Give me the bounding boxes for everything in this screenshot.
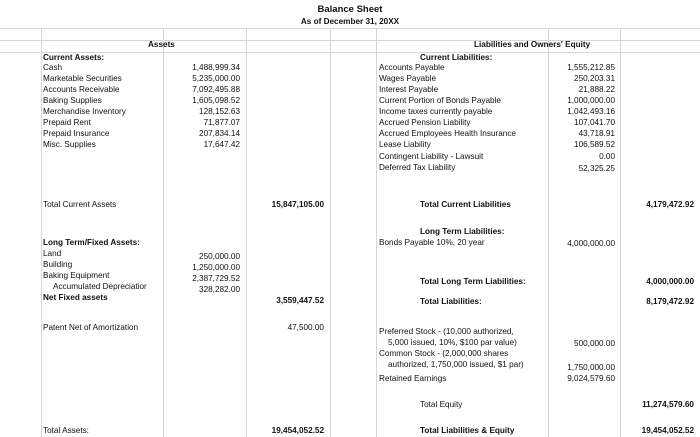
- liability-value: 1,555,212.85: [567, 63, 615, 72]
- gridline: [0, 52, 700, 53]
- total-assets-value: 19,454,052.52: [271, 426, 324, 435]
- bonds-payable-value: 4,000,000.00: [567, 239, 615, 248]
- asset-label: Accounts Receivable: [43, 85, 120, 94]
- fixed-asset-label: Building: [43, 260, 73, 269]
- assets-heading: Assets: [148, 40, 175, 49]
- liability-value: 21,888.22: [578, 85, 615, 94]
- liability-label: Interest Payable: [379, 85, 439, 94]
- fixed-asset-value: 328,282.00: [199, 285, 240, 294]
- liability-label: Accounts Payable: [379, 63, 445, 72]
- fixed-asset-value: 1,250,000.00: [192, 263, 240, 272]
- fixed-asset-value: 2,387,729.52: [192, 274, 240, 283]
- bonds-payable-label: Bonds Payable 10%, 20 year: [379, 238, 485, 247]
- gridline: [0, 40, 700, 41]
- gridline: [620, 28, 621, 437]
- fixed-asset-label: Baking Equipment: [43, 271, 110, 280]
- total-current-liabilities-label: Total Current Liabilities: [420, 200, 511, 209]
- asset-value: 1,605,098.52: [192, 96, 240, 105]
- gridline: [41, 28, 42, 437]
- common-stock-label: authorized, 1,750,000 issued, $1 par): [388, 360, 524, 369]
- asset-value: 17,647.42: [203, 140, 240, 149]
- total-long-term-liabilities-value: 4,000,000.00: [646, 277, 694, 286]
- liability-value: 1,000,000.00: [567, 96, 615, 105]
- net-fixed-assets-label: Net Fixed assets: [43, 293, 108, 302]
- asset-label: Merchandise Inventory: [43, 107, 126, 116]
- liability-value: 106,589.52: [574, 140, 615, 149]
- liability-value: 107,041.70: [574, 118, 615, 127]
- liability-label: Current Portion of Bonds Payable: [379, 96, 501, 105]
- asset-label: Marketable Securities: [43, 74, 122, 83]
- total-equity-label: Total Equity: [420, 400, 463, 409]
- total-liabilities-label: Total Liabilities:: [420, 297, 482, 306]
- total-assets-label: Total Assets:: [43, 426, 89, 435]
- asset-label: Prepaid Rent: [43, 118, 91, 127]
- fixed-asset-value: 250,000.00: [199, 252, 240, 261]
- total-current-assets-value: 15,847,105.00: [271, 200, 324, 209]
- asset-value: 7,092,495.88: [192, 85, 240, 94]
- common-stock-value: 1,750,000.00: [567, 363, 615, 372]
- current-liabilities-heading: Current Liabilities:: [420, 53, 493, 62]
- total-liabilities-value: 8,179,472.92: [646, 297, 694, 306]
- page-subtitle: As of December 31, 20XX: [300, 17, 400, 26]
- gridline: [330, 28, 331, 437]
- liabilities-equity-heading: Liabilities and Owners' Equity: [474, 40, 591, 49]
- total-current-assets-label: Total Current Assets: [43, 200, 117, 209]
- asset-value: 5,235,000.00: [192, 74, 240, 83]
- liability-label: Income taxes currently payable: [379, 107, 493, 116]
- liability-label: Wages Payable: [379, 74, 437, 83]
- liability-value: 52,325.25: [578, 164, 615, 173]
- liability-value: 1,042,493.16: [567, 107, 615, 116]
- asset-value: 71,877.07: [203, 118, 240, 127]
- net-fixed-assets-value: 3,559,447.52: [276, 296, 324, 305]
- fixed-assets-heading: Long Term/Fixed Assets:: [43, 238, 140, 247]
- liability-label: Accrued Pension Liability: [379, 118, 471, 127]
- preferred-stock-label: 5,000 issued, 10%, $100 par value): [388, 338, 517, 347]
- asset-value: 1,488,999.34: [192, 63, 240, 72]
- liability-label: Deferred Tax Liability: [379, 163, 456, 172]
- asset-label: Prepaid Insurance: [43, 129, 110, 138]
- patent-label: Patent Net of Amortization: [43, 323, 139, 332]
- liability-label: Lease Liability: [379, 140, 431, 149]
- liability-value: 250,203.31: [574, 74, 615, 83]
- total-liabilities-equity-value: 19,454,052.52: [641, 426, 694, 435]
- common-stock-label: Common Stock - (2,000,000 shares: [379, 349, 509, 358]
- fixed-asset-label: Accumulated Depreciatior: [53, 282, 147, 291]
- asset-label: Misc. Supplies: [43, 140, 96, 149]
- liability-label: Accrued Employees Health Insurance: [379, 129, 516, 138]
- total-long-term-liabilities-label: Total Long Term Liabilities:: [420, 277, 526, 286]
- gridline: [246, 28, 247, 437]
- gridline: [376, 28, 377, 437]
- retained-earnings-value: 9,024,579.60: [567, 374, 615, 383]
- total-current-liabilities-value: 4,179,472.92: [646, 200, 694, 209]
- gridline: [0, 28, 700, 29]
- current-assets-heading: Current Assets:: [43, 53, 105, 62]
- asset-value: 207,834.14: [199, 129, 240, 138]
- asset-label: Cash: [43, 63, 63, 72]
- asset-value: 128,152.63: [199, 107, 240, 116]
- liability-label: Contingent Liability - Lawsuit: [379, 152, 484, 161]
- liability-value: 43,718.91: [578, 129, 615, 138]
- preferred-stock-label: Preferred Stock - (10,000 authorized,: [379, 327, 514, 336]
- preferred-stock-value: 500,000.00: [574, 339, 615, 348]
- total-liabilities-equity-label: Total Liabilities & Equity: [420, 426, 515, 435]
- long-term-liabilities-heading: Long Term Liabilities:: [420, 227, 505, 236]
- fixed-asset-label: Land: [43, 249, 62, 258]
- asset-label: Baking Supplies: [43, 96, 102, 105]
- page-title: Balance Sheet: [317, 4, 383, 15]
- patent-value: 47,500.00: [287, 323, 324, 332]
- retained-earnings-label: Retained Earnings: [379, 374, 447, 383]
- total-equity-value: 11,274,579.60: [642, 400, 694, 409]
- liability-value: 0.00: [599, 152, 615, 161]
